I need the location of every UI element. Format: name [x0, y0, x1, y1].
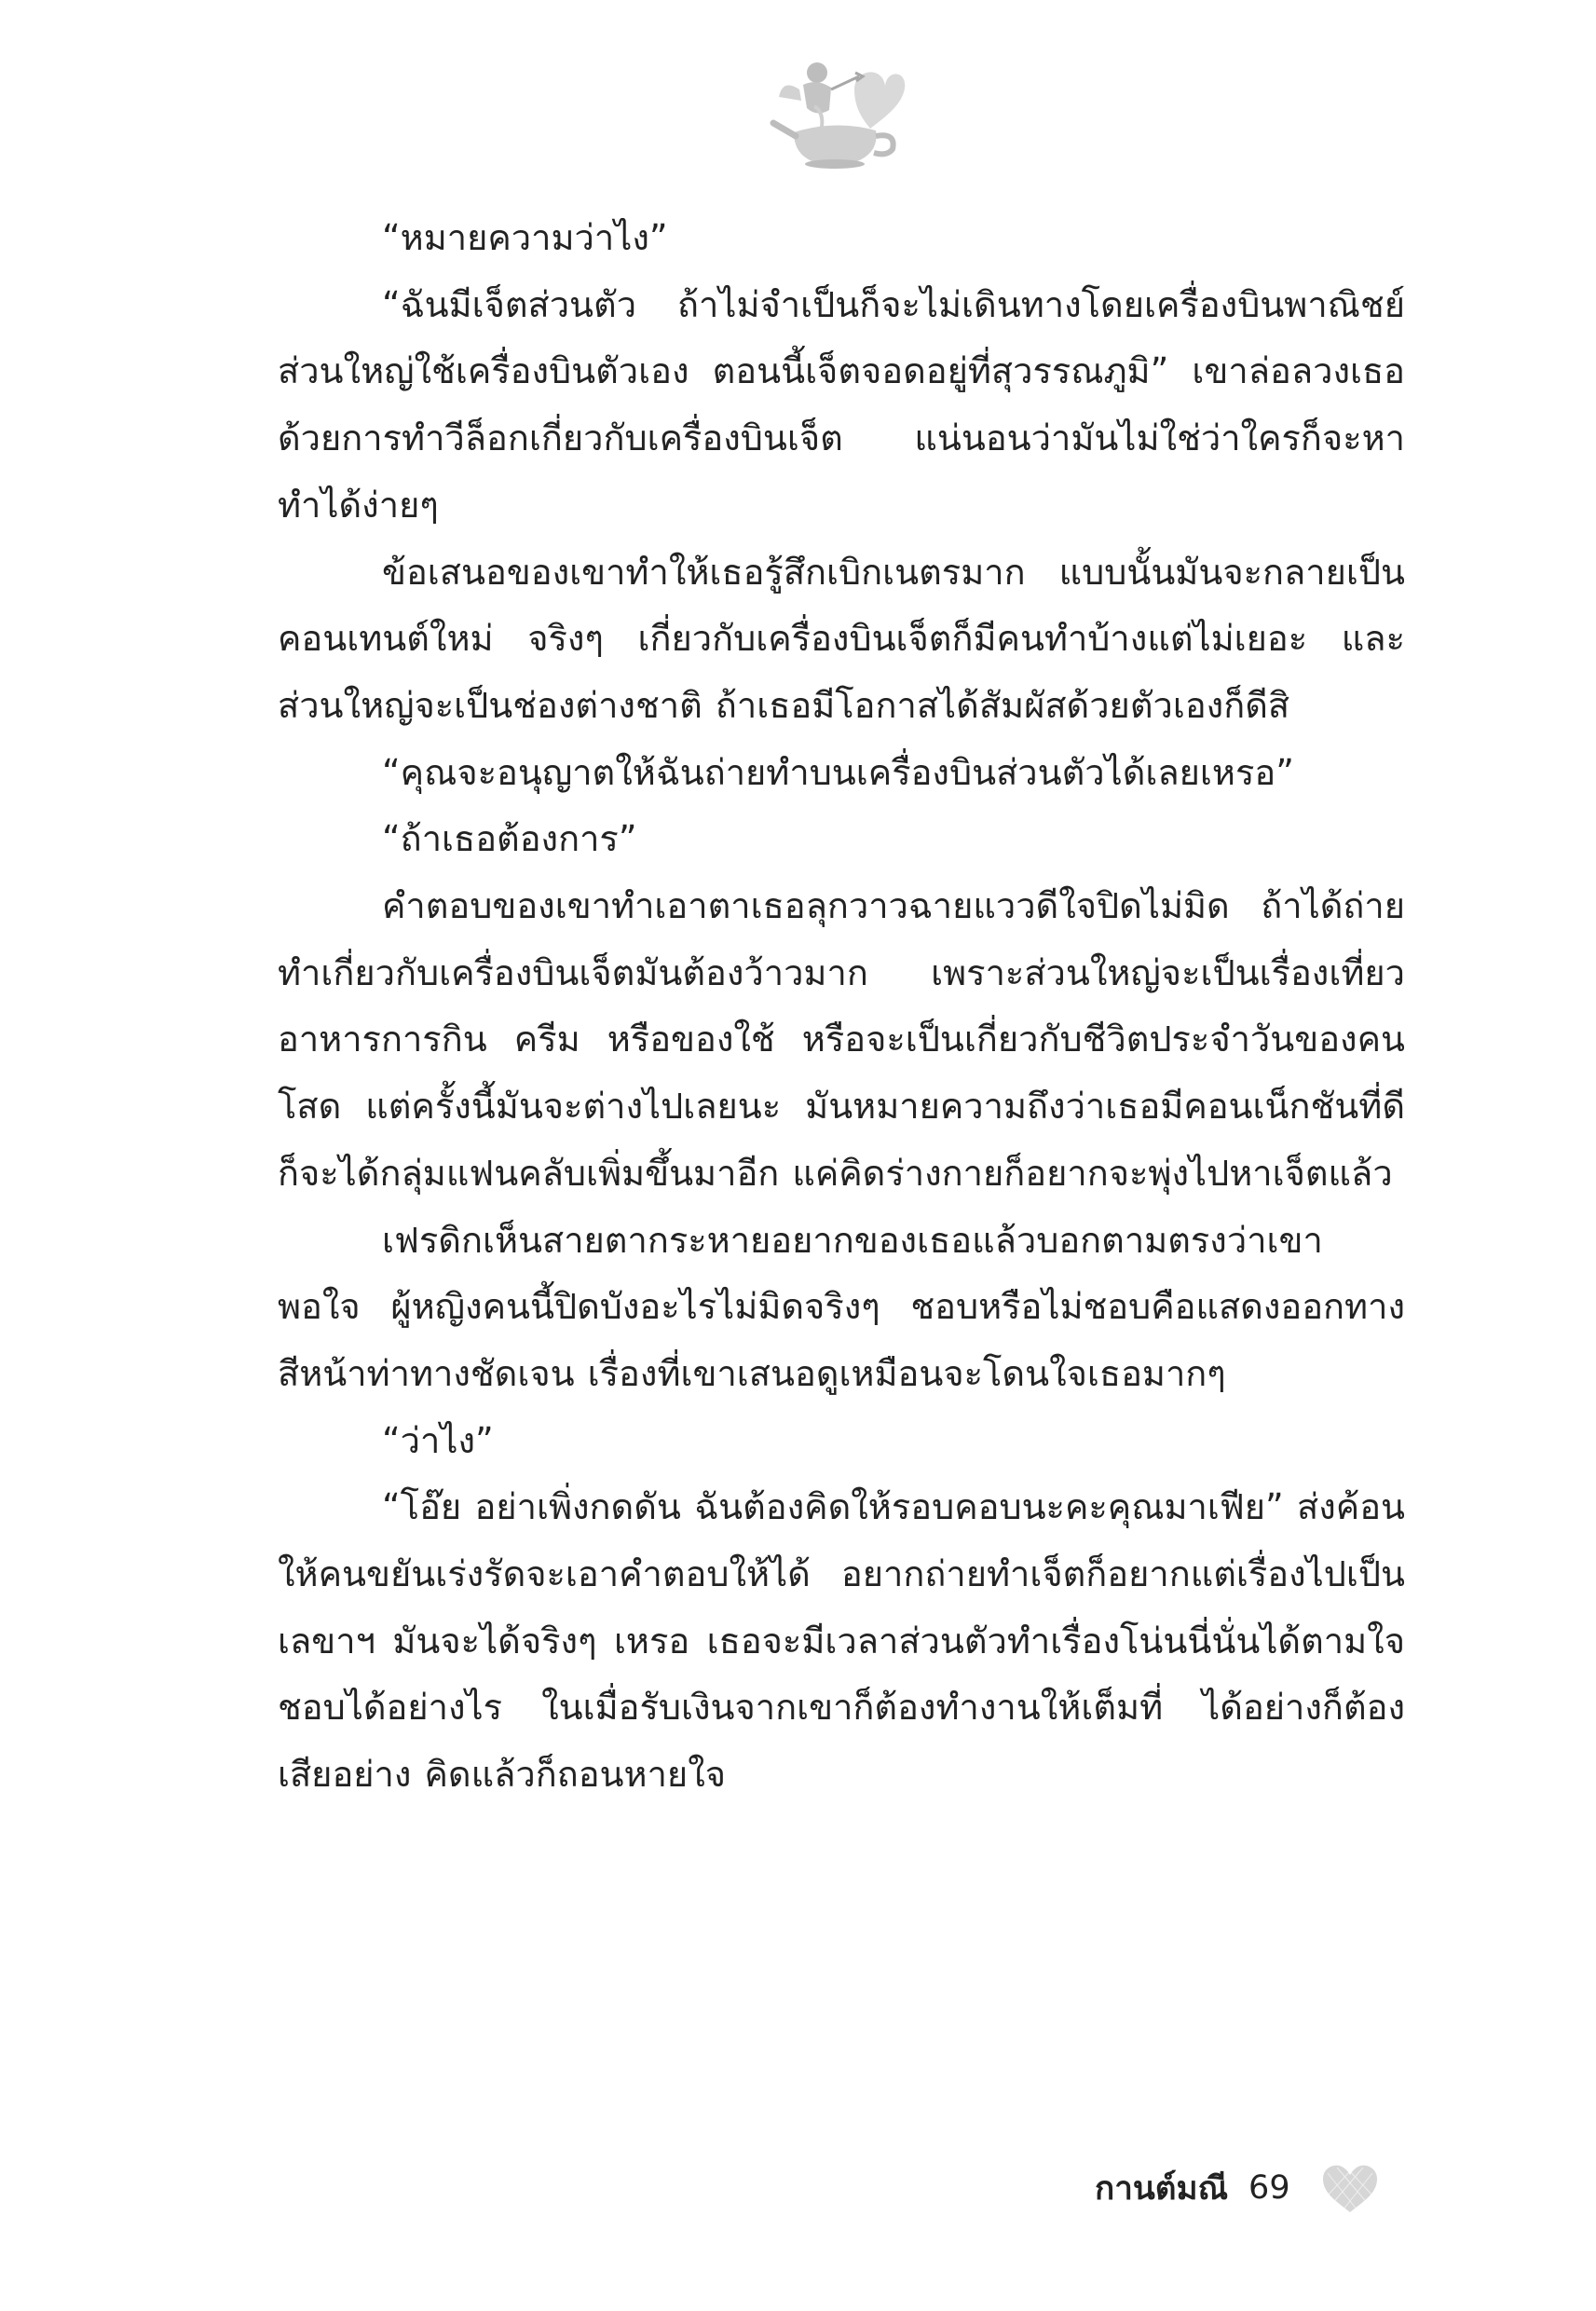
page-footer: [1095, 2160, 1380, 2216]
paragraph: คำตอบของเขาทำเอาตาเธอลุกวาวฉายแววดีใจปิดไม่มิด ถ้าได้ถ่ายทำเกี่ยวกับเครื่องบินเจ็ตมันต้องว้าวมาก เพราะส่วนใหญ่จะเป็นเรื่องเที่ยว อาหารการกิน ครีม หรือของใช้ หรือจะเป็นเกี่ยวกับชีวิตประจำวันของคนโสด แต่ครั้งนี้มันจะต่างไปเลยนะ มันหมายความถึงว่าเธอมีคอนเน็กชันที่ดี ก็จะได้กลุ่มแฟนคลับเพิ่มขึ้นมาอีก แค่คิดร่างกายก็อยากจะพุ่งไปหาเจ็ตแล้ว: [278, 885, 1405, 1194]
paragraph: “ฉันมีเจ็ตส่วนตัว ถ้าไม่จำเป็นก็จะไม่เดินทางโดยเครื่องบินพาณิชย์ ส่วนใหญ่ใช้เครื่องบินตัวเอง ตอนนี้เจ็ตจอดอยู่ที่สุวรรณภูมิ” เขาล่อลวงเธอด้วยการทำวีล็อกเกี่ยวกับเครื่องบินเจ็ต แน่นอนว่ามันไม่ใช่ว่าใครก็จะหาทำได้ง่ายๆ: [278, 283, 1405, 526]
paragraph: “ว่าไง”: [382, 1419, 494, 1461]
heart-icon: [1320, 2162, 1380, 2214]
paragraph: “คุณจะอนุญาตให้ฉันถ่ายทำบนเครื่องบินส่วนตัวได้เลยเหรอ”: [382, 751, 1294, 793]
paragraph: เฟรดิกเห็นสายตากระหายอยากของเธอแล้วบอกตามตรงว่าเขาพอใจ ผู้หญิงคนนี้ปิดบังอะไรไม่มิดจริงๆ ชอบหรือไม่ชอบคือแสดงออกทางสีหน้าท่าทางชัดเจน เรื่องที่เขาเสนอดูเหมือนจะโดนใจเธอมากๆ: [278, 1219, 1405, 1394]
paragraph: “หมายความว่าไง”: [382, 217, 668, 258]
paragraph: “ถ้าเธอต้องการ”: [382, 818, 637, 860]
paragraph: “โอ๊ย อย่าเพิ่งกดดัน ฉันต้องคิดให้รอบคอบนะคะคุณมาเฟีย” ส่งค้อนให้คนขยันเร่งรัดจะเอาคำตอบให้ได้ อยากถ่ายทำเจ็ตก็อยากแต่เรื่องไปเป็นเลขาฯ มันจะได้จริงๆ เหรอ เธอจะมีเวลาส่วนตัวทำเรื่องโน่นนี่นั่นได้ตามใจชอบได้อย่างไร ในเมื่อรับเงินจากเขาก็ต้องทำงานให้เต็มที่ ได้อย่างก็ต้องเสียอย่าง คิดแล้วก็ถอนหายใจ: [278, 1486, 1405, 1796]
footer-author: กานต์มณี: [1095, 2169, 1229, 2208]
cupid-teapot-ornament-icon: [766, 52, 906, 173]
body-text: [278, 205, 1405, 1809]
page-number: 69: [1248, 2169, 1290, 2207]
paragraph: ข้อเสนอของเขาทำให้เธอรู้สึกเบิกเนตรมาก แบบนั้นมันจะกลายเป็นคอนเทนต์ใหม่ จริงๆ เกี่ยวกับเครื่องบินเจ็ตก็มีคนทำบ้างแต่ไม่เยอะ และส่วนใหญ่จะเป็นช่องต่างชาติ ถ้าเธอมีโอกาสได้สัมผัสด้วยตัวเองก็ดีสิ: [278, 551, 1405, 726]
